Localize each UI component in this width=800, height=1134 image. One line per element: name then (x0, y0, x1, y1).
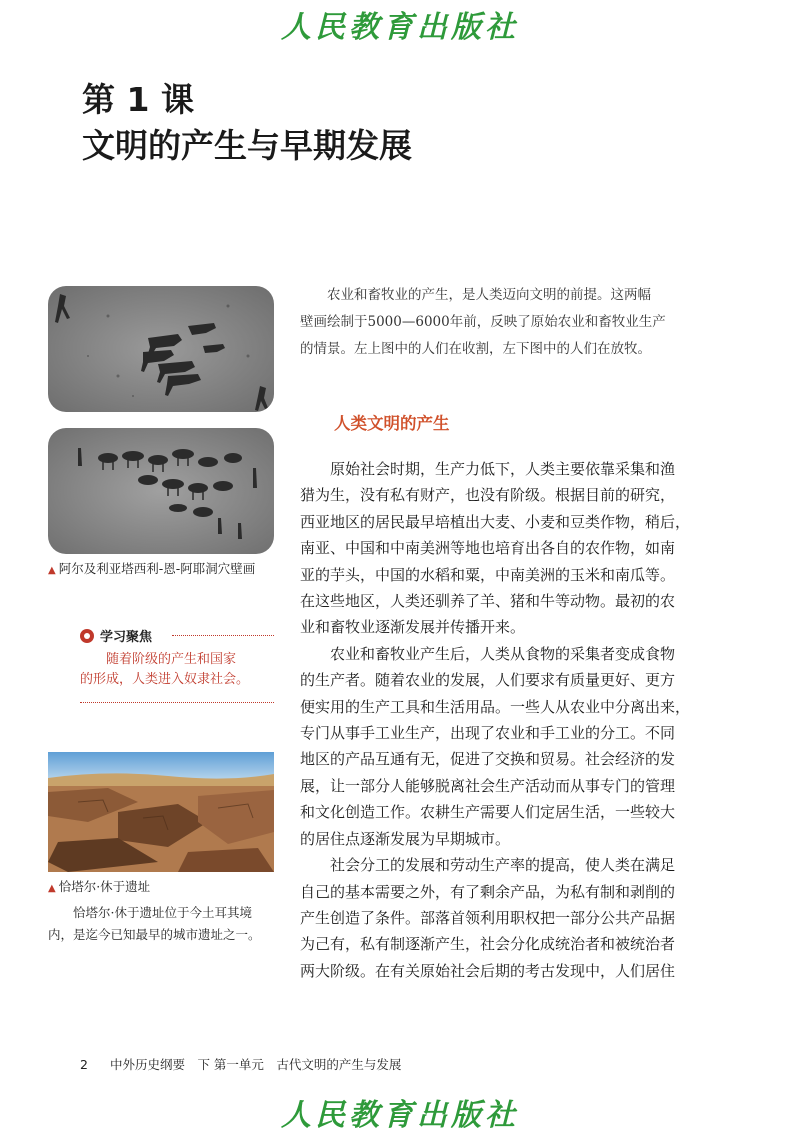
learning-focus-box (80, 626, 274, 703)
mural-caption: ▲ 阿尔及利亚塔西利-恩-阿耶洞穴壁画 (48, 561, 256, 576)
page-footer (80, 1055, 401, 1073)
mural-herding-image (48, 428, 274, 554)
page-title: 文明的产生与早期发展 (82, 126, 412, 165)
divider (172, 635, 274, 636)
site-caption-title: ▲ 恰塔尔·休于遗址 (48, 879, 151, 894)
section-heading: 人类文明的产生 (334, 414, 450, 433)
mural-harvest-image (48, 286, 274, 412)
focus-badge-icon (80, 629, 94, 643)
lesson-number: 第 1 课 (82, 80, 194, 119)
caption-marker-icon: ▲ (48, 883, 56, 894)
intro-paragraph: 农业和畜牧业的产生，是人类迈向文明的前提。这两幅 壁画绘制于5000—6000年前，反映了原始农业和畜牧业生产 的情景。左上图中的人们在收割，左下图中的人们在放牧。 (300, 287, 666, 357)
page-number: 2 (80, 1057, 88, 1072)
catalhoyuk-site-image (48, 752, 274, 872)
site-caption-text: 恰塔尔·休于遗址位于今土耳其境 内，是迄今已知最早的城市遗址之一。 (48, 905, 261, 942)
publisher-logo: 人民教育出版社 (281, 10, 519, 45)
body-text: 原始社会时期，生产力低下，人类主要依靠采集和渔 猎为生，没有私有财产，也没有阶级。根据目前的研究， 西亚地区的居民最早培植出大麦、小麦和豆类作物，稍后， 南亚、中国和中南美洲等地也培育出各自的农作物，如南 亚的芋头，中国的水稻和粟，中南美洲的玉米和南瓜等。 在这些地区，人类还驯养了羊、猪和牛等动物。最初的农 业和畜牧业逐渐发展并传播开来。 农业和畜牧业产生后，人类从食物的采集者变成食物 的生产者。随着农业的发展，人们要求有质量更好、更方 便实用的生产工具和生活用品。一些人从农业中分离出来， 专门从事手工业生产，出现了农业和手工业的分工。不同 地区的产品互通有无，促进了交换和贸易。社会经济的发 展，让一部分人能够脱离社会生产活动而从事专门的管理 和文化创造工作。农耕生产需要人们定居生活，一些较大 的居住点逐渐发展为早期城市。 社会分工的发展和劳动生产率的提高，使人类在满足 自己的基本需要之外，有了剩余产品，为私有制和剥削的 产生创造了条件。部落首领利用职权把一部分公共产品据 为己有，私有制逐渐产生，社会分化成统治者和被统治者 两大阶级。在有关原始社会后期的考古发现中，人们居住 (300, 460, 691, 980)
caption-marker-icon: ▲ (48, 565, 56, 576)
learning-focus-text: 随着阶级的产生和国家 的形成，人类进入奴隶社会。 (80, 652, 250, 687)
running-footer-text: 中外历史纲要 下 第一单元 古代文明的产生与发展 (109, 1057, 402, 1072)
learning-focus-heading: 学习聚焦 (80, 626, 152, 645)
publisher-logo-bottom: 人民教育出版社 (281, 1098, 519, 1133)
